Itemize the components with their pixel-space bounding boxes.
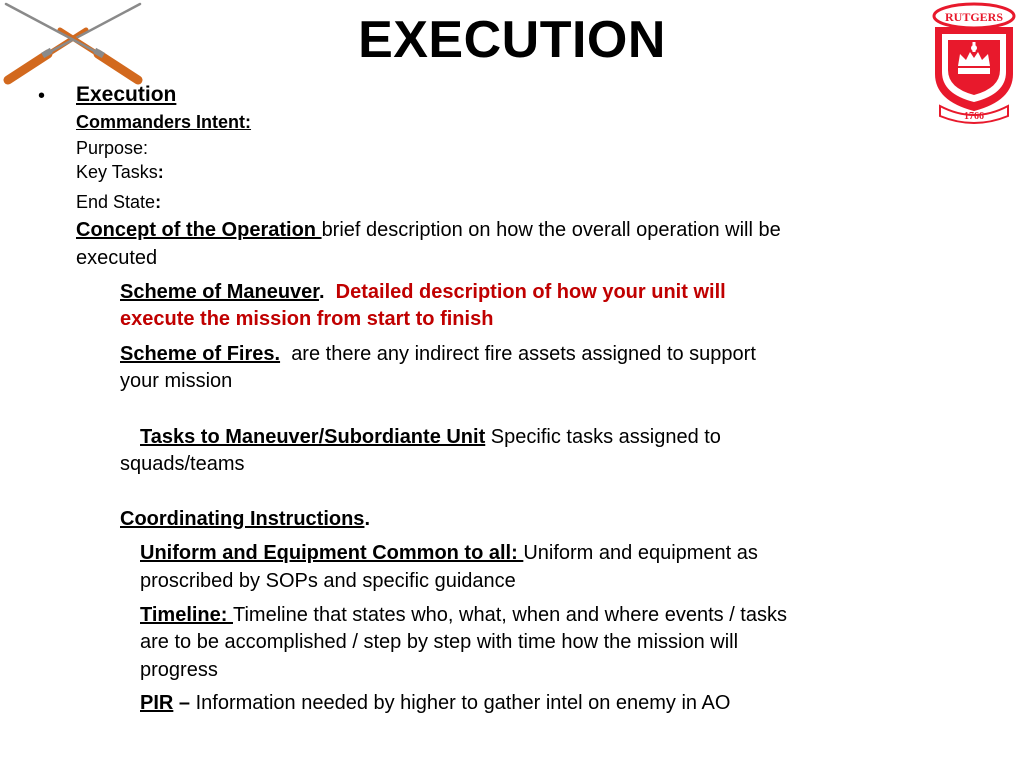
scheme-of-maneuver-label: Scheme of Maneuver (120, 281, 319, 303)
timeline-desc-line2: are to be accomplished / step by step with time how the mission will (140, 631, 739, 653)
tasks-to-maneuver (140, 424, 721, 450)
page-title: EXECUTION (358, 11, 666, 69)
end-state-text: End State (76, 192, 156, 212)
scheme-of-fires-desc-line2: your mission (120, 370, 233, 392)
key-tasks-label (76, 161, 164, 183)
scheme-of-maneuver (120, 279, 726, 305)
uniform-equipment-label: Uniform and Equipment Common to all: (140, 542, 524, 564)
end-state-label (76, 191, 161, 213)
scheme-of-maneuver-period: . (318, 281, 325, 303)
concept-label: Concept of the Operation (76, 219, 322, 241)
pir (140, 690, 730, 716)
scheme-of-maneuver-desc-line1: Detailed description of how your unit will (335, 281, 726, 303)
uniform-equipment (140, 540, 758, 566)
key-tasks-colon: : (157, 162, 164, 182)
coordinating-instructions-label: Coordinating Instructions (120, 508, 365, 530)
coordinating-instructions (120, 506, 370, 532)
purpose-label: Purpose: (76, 138, 149, 158)
tasks-to-maneuver-desc-line2: squads/teams (120, 453, 245, 475)
concept-of-operation (76, 217, 781, 243)
coordinating-instructions-period: . (364, 508, 370, 530)
scheme-of-fires-label: Scheme of Fires. (120, 343, 281, 365)
pir-label: PIR (140, 692, 174, 714)
commanders-intent-label: Commanders Intent: (76, 112, 252, 132)
timeline-desc-line1: Timeline that states who, what, when and where events / tasks (233, 604, 787, 626)
pir-desc: Information needed by higher to gather intel on enemy in AO (195, 692, 731, 714)
scheme-of-maneuver-desc-line2: execute the mission from start to finish (120, 308, 494, 330)
pir-dash: – (173, 692, 196, 714)
bullet-marker: • (38, 85, 46, 107)
tasks-to-maneuver-desc-line1: Specific tasks assigned to (485, 426, 721, 448)
execution-heading: Execution (76, 83, 177, 106)
uniform-desc-line2: proscribed by SOPs and specific guidance (140, 570, 516, 592)
key-tasks-text: Key Tasks (76, 162, 158, 182)
uniform-desc-line1: Uniform and equipment as (523, 542, 758, 564)
timeline (140, 602, 787, 628)
scheme-of-fires (120, 341, 756, 367)
concept-desc-line2: executed (76, 247, 158, 269)
scheme-of-fires-desc-line1: are there any indirect fire assets assigned to support (291, 343, 756, 365)
tasks-to-maneuver-label: Tasks to Maneuver/Subordiante Unit (140, 426, 486, 448)
timeline-desc-line3: progress (140, 659, 218, 681)
shield-bottom-text: 1766 (964, 111, 984, 122)
shield-top-text: RUTGERS (944, 10, 1004, 24)
timeline-label: Timeline: (140, 604, 233, 626)
concept-desc-line1: brief description on how the overall operation will be (321, 219, 781, 241)
end-state-colon: : (155, 192, 162, 212)
